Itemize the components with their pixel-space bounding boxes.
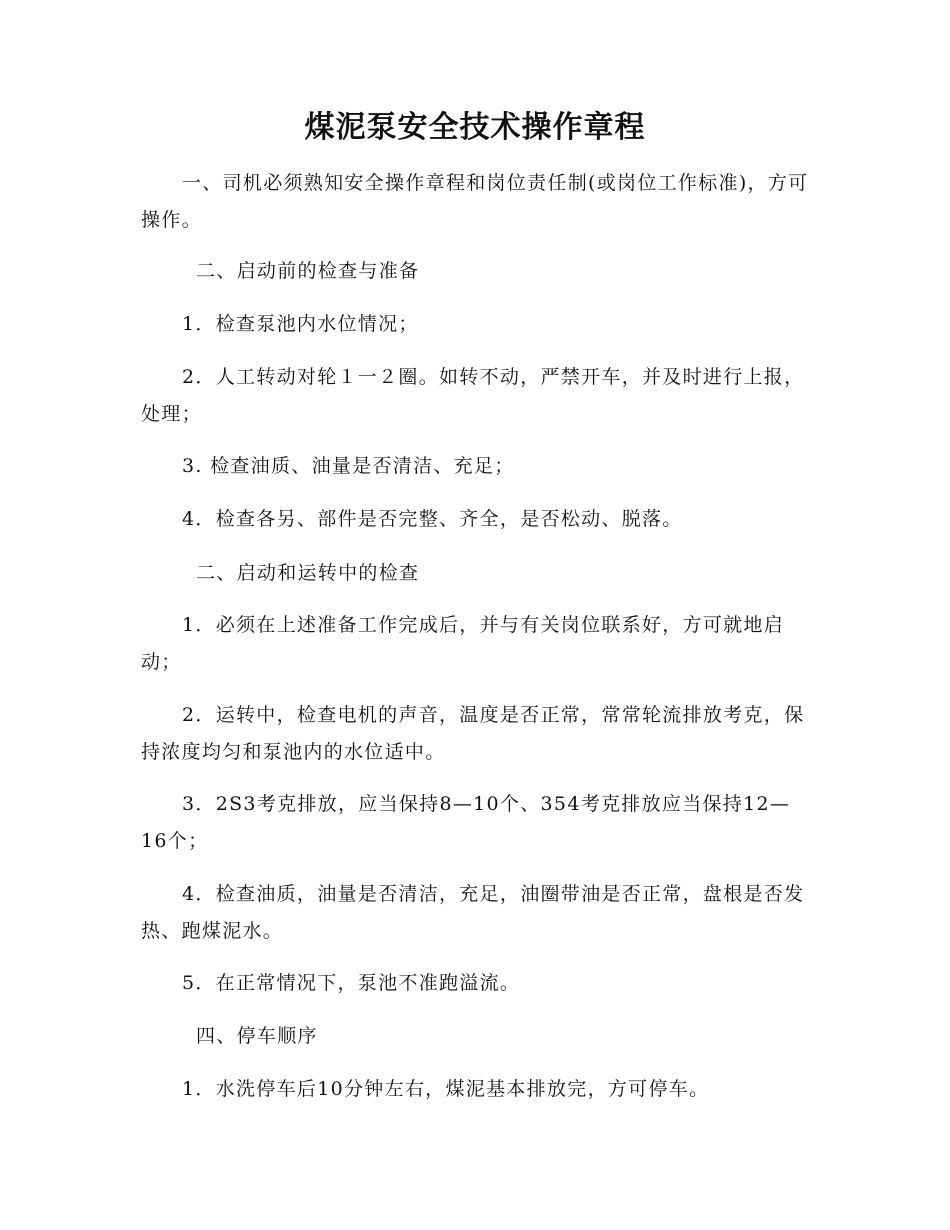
paragraph-9: 4．检查油质，油量是否清洁，充足，油圈带油是否正常，盘根是否发热、跑煤泥水。 bbox=[141, 883, 805, 942]
paragraph-7: 2．运转中，检查电机的声音，温度是否正常，常常轮流排放考克，保持浓度均匀和泵池内的水位适中。 bbox=[141, 704, 805, 763]
paragraph-2: 1．检查泵池内水位情况； bbox=[182, 313, 419, 335]
document-title: 煤泥泵安全技术操作章程 bbox=[304, 110, 646, 145]
paragraph-6: 1．必须在上述准备工作完成后，并与有关岗位联系好，方可就地启动； bbox=[141, 614, 785, 673]
paragraph-4: 3. 检查油质、油量是否清洁、充足； bbox=[182, 455, 515, 477]
paragraph-3: 2．人工转动对轮１一２圈。如转不动，严禁开车，并及时进行上报，处理； bbox=[141, 366, 805, 425]
paragraph-1: 一、司机必须熟知安全操作章程和岗位责任制(或岗位工作标准)，方可操作。 bbox=[141, 172, 809, 231]
section-heading-preparation: 二、启动前的检查与准备 bbox=[196, 260, 420, 282]
section-heading-stop: 四、停车顺序 bbox=[196, 1025, 318, 1047]
section-heading-running: 二、启动和运转中的检查 bbox=[196, 562, 420, 584]
paragraph-10: 5．在正常情况下，泵池不准跑溢流。 bbox=[182, 972, 521, 994]
paragraph-5: 4．检查各另、部件是否完整、齐全，是否松动、脱落。 bbox=[182, 508, 683, 530]
paragraph-8: 3．2S3考克排放，应当保持8—10个、354考克排放应当保持12—16个； bbox=[141, 793, 791, 852]
paragraph-11: 1．水洗停车后10分钟左右，煤泥基本排放完，方可停车。 bbox=[182, 1078, 710, 1100]
